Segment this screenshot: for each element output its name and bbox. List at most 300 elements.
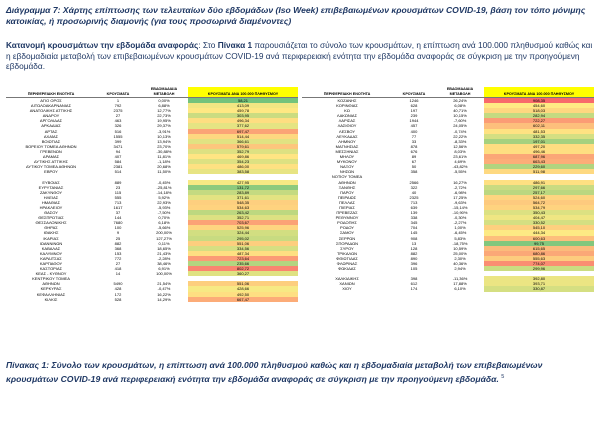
cell-region: ΠΕΛΛΑΣ [338, 199, 356, 205]
cell-region: ΤΡΙΚΑΛΩΝ [336, 250, 358, 256]
cell-region: ΔΥΤΙΚΗΣ ΑΤΤΙΚΗΣ [34, 159, 68, 165]
cell-weekly-change: 16,27% [453, 179, 467, 185]
cell-cases: 584 [114, 159, 122, 165]
cell-region: ΚΟΖΑΝΗΣ [337, 98, 357, 103]
cell-weekly-change: -7,50% [157, 210, 171, 216]
cell-cases: 25 [115, 235, 121, 241]
cell-incidence: 235,66 [188, 261, 298, 266]
cell-region: ΑΡΓΟΛΙΔΑΣ [39, 118, 63, 124]
cell-incidence: 263,42 [188, 210, 298, 215]
cell-weekly-change: 25,00% [453, 250, 467, 256]
cell-region: ΛΑΚΩΝΙΑΣ [336, 113, 358, 119]
cell-weekly-change: -43,82% [452, 164, 468, 170]
cell-cases: 713 [410, 199, 418, 205]
cell-cases: 100 [114, 225, 122, 231]
cell-weekly-change: 11,50% [157, 169, 171, 175]
cell-incidence: 497,20 [484, 144, 594, 149]
cell-region: ΚΑΡΔΙΤΣΑΣ [40, 255, 62, 261]
cell-region: ΕΥΒΟΙΑΣ [42, 179, 60, 185]
cell-incidence: 131,72 [188, 185, 298, 190]
cell-weekly-change: 26,24% [453, 98, 467, 103]
cell-region: ΚΕΝΤΡΙΚΟΥ ΤΟΜΕΑ [32, 276, 70, 282]
cell-cases: 639 [410, 204, 418, 210]
cell-weekly-change: 1,00% [454, 225, 466, 231]
footnote-mark: 5 [501, 373, 505, 380]
cell-region: ΛΑΣΙΘΙΟΥ [337, 123, 357, 129]
cell-incidence: 330,87 [484, 286, 594, 291]
cell-incidence: 332,35 [484, 134, 594, 139]
cell-incidence: 393,71 [484, 281, 594, 286]
cell-weekly-change: 22,22% [453, 133, 467, 139]
cell-incidence: 663,43 [484, 159, 594, 164]
cell-cases: 139 [410, 210, 418, 216]
cell-cases: 239 [410, 113, 418, 119]
table-row [6, 297, 298, 302]
cell-region: ΦΘΙΩΤΙΔΑΣ [336, 255, 358, 261]
cell-region: ΘΗΡΑΣ [44, 225, 58, 231]
cell-incidence: 99,75 [484, 241, 594, 246]
cell-weekly-change: 2,30% [454, 255, 466, 261]
header-region: ΠΕΡΙΦΕΡΕΙΑΚΗ ΕΝΟΤΗΤΑ [6, 87, 96, 98]
cell-weekly-change: 6,10% [454, 286, 466, 292]
cell-incidence: 366,61 [188, 139, 298, 144]
cell-weekly-change: -9,63% [453, 199, 467, 205]
cell-cases: 174 [410, 286, 418, 292]
cell-incidence: 908,35 [484, 98, 594, 104]
cell-incidence: 229,60 [484, 164, 594, 169]
cell-weekly-change: 24,05% [453, 123, 467, 129]
cell-region: ΑΧΑΪΑΣ [43, 133, 59, 139]
cell-weekly-change: -15,14% [452, 204, 468, 210]
cell-incidence: 295,02 [188, 236, 298, 241]
cell-weekly-change: 14,29% [157, 296, 171, 302]
cell-region: ΠΑΡΟΥ [340, 189, 354, 195]
cell-region: ΡΟΔΟΠΗΣ [337, 220, 357, 226]
cell-region: ΠΙΕΡΙΑΣ [339, 204, 355, 210]
cell-cases: 23 [115, 184, 121, 190]
cell-region: ΣΥΡΟΥ [340, 245, 354, 251]
cell-incidence: 667,47 [188, 297, 298, 302]
cell-cases: 792 [114, 103, 122, 109]
cell-incidence: 383,58 [188, 169, 298, 174]
intro-text-1: : Στο [198, 40, 218, 50]
cell-incidence: 428,66 [188, 286, 298, 291]
cell-incidence: 534,79 [484, 205, 594, 210]
cell-weekly-change: -3,91% [157, 128, 171, 134]
cell-incidence: 330,52 [484, 220, 594, 225]
cell-region: ΗΜΑΘΙΑΣ [41, 199, 61, 205]
cell-weekly-change: -8,33% [453, 138, 467, 144]
cell-incidence: 492,50 [188, 292, 298, 297]
cell-cases: 105 [410, 266, 418, 272]
cell-region: ΚΑΣΤΟΡΙΑΣ [39, 266, 63, 272]
cell-weekly-change: -5,66% [157, 225, 171, 231]
cell-incidence: 600,63 [484, 236, 594, 241]
cell-weekly-change: 5,92% [158, 194, 170, 200]
cell-cases: 27 [115, 261, 121, 266]
cell-cases: 1944 [409, 118, 419, 124]
incidence-tables [6, 87, 594, 352]
cell-cases: 457 [410, 123, 418, 129]
cell-incidence: 524,60 [484, 195, 594, 200]
cell-incidence: 197,01 [484, 139, 594, 144]
cell-cases: 878 [410, 143, 418, 149]
cell-incidence: 525,96 [188, 225, 298, 230]
cell-incidence: 551,06 [188, 281, 298, 286]
cell-region: ΛΕΥΚΑΔΑΣ [336, 133, 358, 139]
cell-incidence: 548,35 [188, 200, 298, 205]
cell-weekly-change: 17,88% [453, 281, 467, 287]
cell-cases: 67 [411, 159, 417, 165]
cell-weekly-change: 22,93% [157, 199, 171, 205]
cell-incidence: 282,94 [484, 113, 594, 118]
cell-cases: 890 [410, 255, 418, 261]
cell-region: ΝΟΤΙΟΥ ΤΟΜΕΑ [331, 174, 363, 180]
cell-region: ΙΩΑΝΝΙΝΩΝ [39, 240, 63, 246]
cell-incidence: 722,27 [484, 118, 594, 123]
cell-cases: 27 [115, 113, 121, 119]
intro-bold-lead: Κατανομή κρουσμάτων την εβδομάδα αναφοράς [6, 40, 199, 50]
cell-region: ΙΚΑΡΙΑΣ [43, 235, 59, 241]
cell-cases: 14 [115, 271, 121, 277]
cell-region: ΚΑΡΠΑΘΟΥ [39, 261, 63, 266]
cell-cases: 37 [115, 210, 121, 216]
intro-text-2: παρουσιάζεται το σύνολο των κρουσμάτων, η επίπτωση ανά 100.000 πληθυσμού καθώς και η εβδομαδιαία μεταβολή των επιβεβαιωμένων κρουσμάτων COVID-19 ανά περιφερειακή ενότητα την εβδομάδα αναφοράς σε σύγκριση με την προηγούμενη εβδομάδα. [6, 40, 593, 71]
incidence-table-left [6, 87, 298, 302]
cell-cases: 514 [114, 169, 122, 175]
figure-heading: Διάγραμμα 7: Χάρτης επίπτωσης των τελευταίων δύο εβδομάδων (Iso Week) επιβεβαιωμένων κρουσμάτων COVID-19, βάση τον τόπο μόνιμης κατοικίας, ή προσωρινής διαμονής (για τους προσωρινά διαμένοντες) [6, 5, 586, 26]
cell-weekly-change: 17,25% [453, 194, 467, 200]
cell-weekly-change: 21,54% [157, 281, 171, 287]
cell-weekly-change: 6,18% [158, 220, 170, 226]
cell-region: ΘΑΣΟΥ [44, 210, 58, 216]
cell-weekly-change: 21,43% [157, 250, 171, 256]
cell-incidence: 703,67 [188, 220, 298, 225]
cell-region: ΒΟΙΩΤΙΑΣ [41, 138, 61, 144]
cell-region: ΜΥΚΟΝΟΥ [336, 159, 358, 165]
cell-cases: 713 [114, 199, 122, 205]
cell-weekly-change: 8,03% [454, 148, 466, 154]
cell-incidence: 371,61 [188, 195, 298, 200]
cell-incidence: 299,96 [484, 266, 594, 271]
intro-paragraph [6, 40, 594, 72]
cell-region: ΘΕΣΣΑΛΟΝΙΚΗΣ [35, 220, 67, 226]
cell-cases: 516 [114, 128, 122, 134]
header-weekly-change: ΕΒΔΟΜΑΔΙΑΙΑ ΜΕΤΑΒΟΛΗ [140, 87, 188, 98]
cell-cases: 398 [410, 276, 418, 282]
table-row [302, 286, 594, 291]
cell-incidence: 334,56 [188, 246, 298, 251]
cell-weekly-change: -0,47% [157, 286, 171, 292]
cell-cases: 94 [115, 148, 121, 154]
cell-cases: 1555 [113, 133, 123, 139]
cell-incidence: 303,95 [188, 113, 298, 118]
table-header-row [6, 87, 298, 98]
cell-region: ΕΒΡΟΥ [44, 169, 58, 175]
cell-cases: 9 [116, 230, 120, 236]
cell-cases: 400 [410, 128, 418, 134]
cell-region: ΛΑΡΙΣΑΣ [338, 118, 356, 124]
cell-weekly-change: 40,71% [453, 108, 467, 114]
cell-cases: 908 [410, 235, 418, 241]
cell-cases: 555 [114, 194, 122, 200]
cell-incidence: 481,53 [484, 129, 594, 134]
cell-weekly-change: -1,18% [157, 159, 171, 165]
cell-weekly-change: -6,98% [453, 189, 467, 195]
cell-weekly-change: 0,00% [158, 98, 170, 103]
cell-incidence: 377,62 [188, 123, 298, 128]
cell-cases: 33 [411, 138, 417, 144]
cell-region: ΣΠΟΡΑΔΩΝ [335, 240, 359, 246]
cell-region: ΓΡΕΒΕΝΩΝ [40, 148, 62, 154]
header-cases: ΚΡΟΥΣΜΑΤΑ [96, 87, 140, 98]
cell-region: ΚΑΒΑΛΑΣ [41, 245, 61, 251]
cell-weekly-change: -5,93% [157, 204, 171, 210]
cell-incidence: 602,11 [484, 123, 594, 128]
cell-weekly-change: -6,45% [453, 230, 467, 236]
cell-region: ΑΡΤΑΣ [44, 128, 58, 134]
cell-region: ΗΡΑΚΛΕΙΟΥ [39, 204, 63, 210]
table-header-row [302, 87, 594, 98]
cell-incidence: 487,34 [188, 251, 298, 256]
cell-weekly-change: 19,95% [157, 118, 171, 124]
cell-weekly-change: 23,61% [453, 154, 467, 160]
cell-cases: 345 [410, 220, 418, 226]
cell-region: ΜΕΣΣΗΝΙΑΣ [335, 148, 359, 154]
cell-cases: 338 [410, 215, 418, 221]
cell-cases: 172 [114, 291, 122, 297]
cell-incidence: 257,17 [484, 190, 594, 195]
cell-region: ΚΩ [344, 108, 350, 114]
cell-weekly-change: -14,18% [156, 189, 172, 195]
cell-incidence: 496,34 [188, 118, 298, 123]
cell-region: ΜΗΛΟΥ [339, 154, 355, 160]
cell-incidence: 58,21 [188, 98, 298, 104]
cell-weekly-change: 200,00% [156, 230, 172, 236]
cell-cases: 1617 [113, 204, 123, 210]
cell-weekly-change: 4,69% [454, 159, 466, 165]
cell-weekly-change: 12,77% [157, 108, 171, 114]
cell-weekly-change: 2,94% [454, 266, 466, 272]
cell-region: ΒΟΡΕΙΟΥ ΤΟΜΕΑ ΑΘΗΝΩΝ [25, 143, 77, 149]
header-incidence: ΚΡΟΥΣΜΑΤΑ ΑΝΑ 100.000 ΠΛΗΘΥΣΜΟΥ [188, 87, 298, 98]
cell-incidence: 444,34 [484, 230, 594, 235]
cell-incidence: 459,78 [188, 108, 298, 113]
cell-region: ΣΑΜΟΥ [339, 230, 355, 236]
cell-region: ΘΕΣΠΡΩΤΙΑΣ [38, 215, 64, 221]
cell-incidence: 511,98 [484, 169, 594, 174]
cell-region: ΡΟΔΟΥ [340, 225, 354, 231]
incidence-table-right [302, 87, 594, 292]
cell-incidence: 534,63 [188, 205, 298, 210]
cell-incidence: 354,23 [188, 159, 298, 164]
cell-incidence: 551,06 [188, 241, 298, 246]
cell-weekly-change: -5,55% [453, 169, 467, 175]
cell-cases: 463 [114, 118, 122, 124]
cell-cases: 358 [410, 169, 418, 175]
intro-table-ref: Πίνακα 1 [217, 40, 253, 50]
cell-weekly-change: -30,88% [156, 148, 172, 154]
cell-weekly-change: 38,46% [157, 261, 171, 266]
cell-cases: 1246 [409, 98, 419, 103]
cell-weekly-change: 11,81% [157, 154, 171, 160]
cell-incidence: 392,80 [484, 276, 594, 281]
cell-cases: 77 [411, 133, 417, 139]
cell-region: ΔΥΤΙΚΟΥ ΤΟΜΕΑ ΑΘΗΝΩΝ [26, 164, 76, 170]
cell-incidence: 413,09 [188, 103, 298, 108]
caption-text: Πίνακας 1: Σύνολο των κρουσμάτων, η επίπτωση ανά 100.000 πληθυσμού καθώς και η εβδομαδιαία μεταβολή των επιβεβαιωμένων κρουσμάτων COVID-19 ανά περιφερειακή ενότητα την εβδομάδα αναφοράς σε σύγκριση με την προηγούμενη εβδομάδα. [6, 360, 543, 384]
cell-incidence: 454,60 [484, 103, 594, 108]
cell-weekly-change: 29,37% [157, 123, 171, 129]
cell-weekly-change: 20,68% [157, 164, 171, 170]
cell-weekly-change: 10,15% [453, 113, 467, 119]
cell-region: ΛΗΜΝΟΥ [338, 138, 356, 144]
cell-weekly-change: -0,74% [453, 128, 467, 134]
cell-region: ΝΑΞΟΥ [340, 164, 354, 170]
cell-weekly-change: -18,75% [452, 240, 468, 246]
cell-weekly-change: 16,22% [157, 291, 171, 297]
cell-cases: 882 [114, 240, 122, 246]
cell-incidence: 352,71 [188, 215, 298, 220]
cell-region: ΠΡΕΒΕΖΑΣ [336, 210, 358, 216]
cell-region: ΠΕΙΡΑΙΩΣ [337, 194, 357, 200]
cell-incidence: 486,00 [188, 164, 298, 169]
header-cases: ΚΡΟΥΣΜΑΤΑ [392, 87, 436, 98]
cell-region: ΕΥΡΥΤΑΝΙΑΣ [38, 184, 64, 190]
cell-cases: 368 [114, 245, 122, 251]
cell-region: ΑΘΗΝΩΝ [338, 179, 356, 185]
cell-cases: 5490 [113, 281, 123, 287]
cell-cases: 50 [411, 164, 417, 170]
cell-incidence: 545,10 [484, 225, 594, 230]
cell-region: ΑΘΗΝΩΝ [42, 281, 60, 287]
cell-incidence: 496,46 [484, 149, 594, 154]
cell-incidence: 774,07 [484, 261, 594, 266]
cell-cases: 322 [410, 184, 418, 190]
cell-weekly-change: 127,27% [156, 235, 172, 241]
cell-region: ΦΩΚΙΔΑΣ [338, 266, 356, 272]
cell-cases: 428 [114, 286, 122, 292]
cell-cases: 3471 [113, 143, 123, 149]
cell-region: ΧΑΝΙΩΝ [339, 281, 355, 287]
cell-cases: 115 [114, 189, 122, 195]
cell-weekly-change: -10,90% [452, 210, 468, 216]
cell-cases: 882 [410, 250, 418, 256]
cell-region: ΣΕΡΡΩΝ [338, 235, 356, 241]
cell-region: ΧΙΟΥ [342, 286, 352, 292]
cell-cases: 2375 [113, 108, 123, 114]
cell-cases: 89 [411, 154, 417, 160]
cell-incidence: 697,47 [188, 129, 298, 134]
cell-region: ΑΡΚΑΔΙΑΣ [41, 123, 61, 129]
cell-incidence: 427,95 [188, 180, 298, 185]
cell-incidence: 555,63 [484, 256, 594, 261]
cell-cases: 889 [114, 179, 122, 185]
cell-region: ΙΘΑΚΗΣ [43, 230, 59, 236]
cell-incidence: 687,96 [484, 154, 594, 159]
cell-incidence: 723,64 [188, 256, 298, 261]
cell-region: ΔΡΑΜΑΣ [42, 154, 60, 160]
cell-cases: 326 [114, 123, 122, 129]
cell-weekly-change: 40,36% [453, 261, 467, 266]
cell-weekly-change: 18,65% [157, 245, 171, 251]
cell-region: ΜΑΓΝΗΣΙΑΣ [335, 143, 359, 149]
cell-cases: 7680 [113, 220, 123, 226]
cell-incidence: 469,86 [188, 154, 298, 159]
cell-incidence: 615,65 [484, 246, 594, 251]
cell-region: ΛΕΣΒΟΥ [338, 128, 356, 134]
cell-cases: 128 [410, 245, 418, 251]
cell-incidence: 324,44 [188, 230, 298, 235]
cell-incidence: 564,72 [484, 200, 594, 205]
cell-region: ΡΕΘΥΜΝΟΥ [335, 215, 359, 221]
cell-weekly-change: 100,00% [156, 271, 172, 277]
cell-cases: 13 [411, 240, 417, 246]
cell-cases: 772 [114, 255, 122, 261]
cell-weekly-change: -2,72% [453, 184, 467, 190]
cell-region: ΧΑΛΚΙΔΙΚΗΣ [335, 276, 359, 282]
cell-weekly-change: 12,56% [453, 143, 467, 149]
cell-cases: 704 [410, 225, 418, 231]
cell-region: ΗΛΕΙΑΣ [43, 194, 59, 200]
cell-weekly-change: 6,88% [158, 103, 170, 109]
cell-weekly-change: 22,73% [157, 113, 171, 119]
cell-cases: 418 [114, 266, 122, 272]
cell-incidence: 518,03 [484, 108, 594, 113]
cell-weekly-change: 10,13% [157, 133, 171, 139]
header-weekly-change: ΕΒΔΟΜΑΔΙΑΙΑ ΜΕΤΑΒΟΛΗ [436, 87, 484, 98]
cell-region: ΚΕΦΑΛΛΗΝΙΑΣ [36, 291, 66, 297]
cell-cases: 612 [410, 281, 418, 287]
cell-cases: 399 [114, 138, 122, 144]
cell-weekly-change: 13,94% [157, 138, 171, 144]
cell-cases: 2325 [409, 194, 419, 200]
cell-cases: 628 [410, 103, 418, 109]
cell-cases: 1 [116, 98, 120, 103]
header-region: ΠΕΡΙΦΕΡΕΙΑΚΗ ΕΝΟΤΗΤΑ [302, 87, 392, 98]
cell-region: ΑΝΑΤΟΛΙΚΗΣ ΑΤΤΙΚΗΣ [29, 108, 73, 114]
cell-region: ΝΗΣΩΝ [339, 169, 355, 175]
cell-cases: 144 [114, 215, 122, 221]
cell-cases: 2381 [113, 164, 123, 170]
cell-weekly-change: 6,91% [158, 266, 170, 272]
cell-weekly-change: -0,45% [157, 179, 171, 185]
cell-weekly-change: -2,28% [157, 255, 171, 261]
cell-region: ΦΛΩΡΙΝΑΣ [336, 261, 358, 266]
cell-weekly-change: 6,08% [454, 103, 466, 109]
cell-cases: 396 [410, 261, 418, 266]
cell-weekly-change: -2,27% [453, 220, 467, 226]
cell-region: ΚΙΛΚΙΣ [44, 296, 58, 302]
cell-cases: 153 [114, 250, 122, 256]
cell-region: ΖΑΚΥΝΘΟΥ [39, 189, 63, 195]
cell-incidence: 352,79 [188, 149, 298, 154]
cell-weekly-change: 0,70% [158, 215, 170, 221]
cell-region: ΑΝΔΡΟΥ [42, 113, 60, 119]
cell-incidence: 680,86 [484, 251, 594, 256]
cell-weekly-change: -0,30% [453, 215, 467, 221]
cell-weekly-change: 10,59% [453, 245, 467, 251]
header-incidence: ΚΡΟΥΣΜΑΤΑ ΑΝΑ 100.000 ΠΛΗΘΥΣΜΟΥ [484, 87, 594, 98]
cell-incidence: 404,47 [484, 215, 594, 220]
table-caption [6, 360, 594, 385]
cell-incidence: 360,27 [188, 271, 298, 276]
cell-region: ΚΑΛΥΜΝΟΥ [39, 250, 63, 256]
cell-cases: 528 [114, 296, 122, 302]
cell-cases: 145 [410, 230, 418, 236]
cell-incidence: 297,66 [484, 185, 594, 190]
cell-region: ΚΕΡΚΥΡΑΣ [40, 286, 62, 292]
